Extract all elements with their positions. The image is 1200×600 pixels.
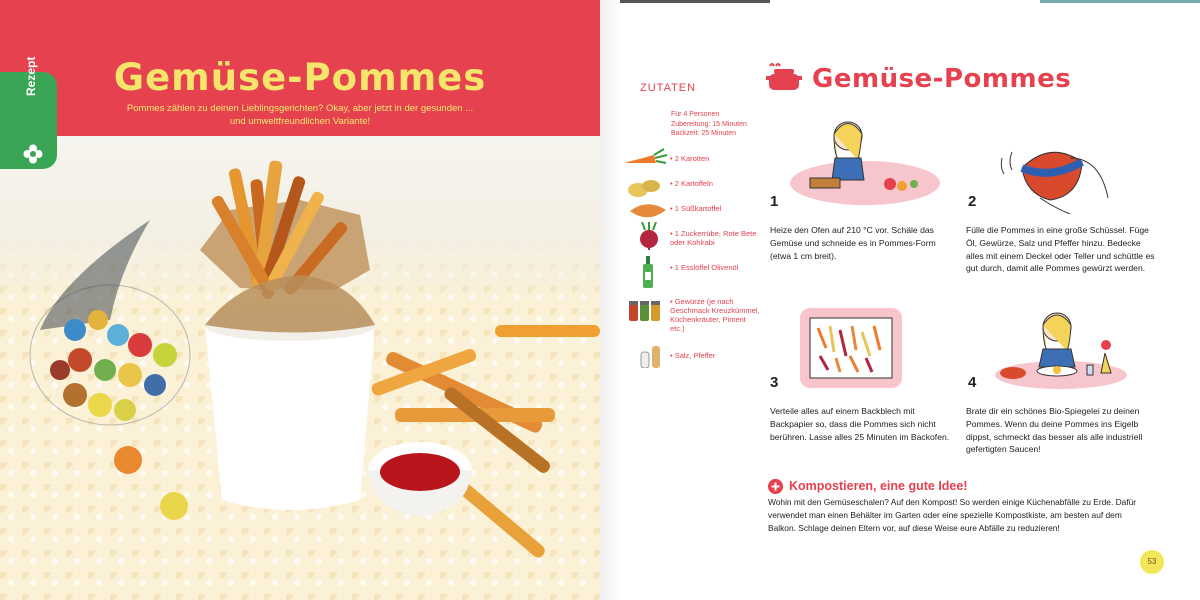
carrot-icon (622, 147, 668, 171)
compost-title: Kompostieren, eine gute Idee! (789, 479, 968, 493)
ingredient-item: • 1 Esslöffel Olivenöl (670, 263, 739, 272)
page-number: 53 (1140, 550, 1164, 574)
baking-tray-icon (800, 308, 902, 388)
spice-jars-icon (628, 300, 662, 322)
top-strip (1040, 0, 1200, 3)
meta-bake-time: Backzeit: 25 Minuten (671, 130, 736, 137)
ingredient-item: • 2 Kartoffeln (670, 179, 713, 188)
flower-icon (22, 143, 44, 165)
marble-orange (114, 446, 142, 474)
plus-circle-icon (768, 479, 783, 494)
rezept-tab-label: Rezept (24, 56, 38, 96)
ketchup-bowl (368, 442, 472, 516)
shaking-bowl-icon (1000, 138, 1110, 214)
meta-servings: Für 4 Personen (671, 111, 720, 118)
oil-bottle-icon (640, 256, 656, 288)
page-subtitle (110, 102, 490, 128)
meta-prep-time: Zubereitung: 15 Minuten (671, 120, 747, 128)
subtitle-line-2: und umweltfreundlichen Variante! (229, 116, 371, 127)
top-strip (620, 0, 770, 3)
spine-shadow (600, 0, 622, 600)
girl-eating-icon (995, 303, 1127, 389)
step-text: Fülle die Pommes in eine große Schüssel. Füge Öl, Gewürze, Salz und Pfeffer hinzu. Bedecke alles mit einem Deckel oder Teller und schüttle es gut durch, damit alle Pommes gewürzt werden. (966, 225, 1155, 274)
ingredient-item: • Salz, Pfeffer (670, 351, 716, 360)
cooking-pot-icon (766, 62, 802, 92)
beet-icon (636, 222, 662, 250)
step-number: 4 (968, 374, 977, 391)
subtitle-line-1: Pommes zählen zu deinen Lieblingsgerichten? Okay, aber jetzt in der gesunden ... (126, 103, 474, 114)
salt-pepper-icon (640, 342, 662, 368)
loose-fries (370, 325, 600, 560)
ingredients-heading: ZUTATEN (640, 82, 697, 94)
page-title: Gemüse-Pommes (113, 56, 487, 99)
step-text: Brate dir ein schönes Bio-Spiegelei zu deinen Pommes. Wenn du deine Pommes ins Eigelb dippst, schmeckt das besser als alle industriell gefertigten Saucen! (966, 406, 1143, 455)
recipe-title: Gemüse-Pommes (812, 64, 1072, 94)
fries-cup (200, 160, 376, 510)
step-text: Heize den Ofen auf 210 °C vor. Schäle das Gemüse und schneide es in Pommes-Form (etwa 1 cm breit). (770, 225, 936, 261)
sweet-potato-icon (628, 200, 668, 222)
step-number: 1 (770, 193, 779, 210)
ingredient-item: • 1 Süßkartoffel (670, 204, 722, 213)
girl-cutting-vegetables-icon (790, 108, 940, 208)
step-number: 3 (770, 374, 779, 391)
ingredient-item: • 2 Karotten (670, 154, 710, 163)
ingredient-item: • 1 Zuckerrübe, Rote Bete oder Kohlrabi (670, 229, 757, 247)
ingredient-item: • Gewürze (je nach Geschmack Kreuzkümmel, Küchenkräuter, Piment etc.) (670, 297, 760, 333)
potato-icon (626, 177, 662, 199)
recipe-meta (671, 110, 747, 139)
fries-photo (0, 160, 600, 600)
marble-yellow (160, 492, 188, 520)
step-text: Verteile alles auf einem Backblech mit Backpapier so, dass die Pommes sich nicht berühren. Lasse alles 25 Minuten im Backofen. (770, 406, 950, 442)
marbles-net (30, 220, 190, 425)
compost-text: Wohin mit den Gemüseschalen? Auf den Kompost! So werden einige Küchenabfälle zu Erde. Dafür verwendet man einen Behälter im Garten oder eine spezielle Kompostkiste, am besten auf dem Balkon. Schlage deinen Eltern vor, auf diese Weise eure Abfälle zu reduzieren! (768, 497, 1137, 533)
step-number: 2 (968, 193, 977, 210)
right-page (600, 0, 1200, 600)
